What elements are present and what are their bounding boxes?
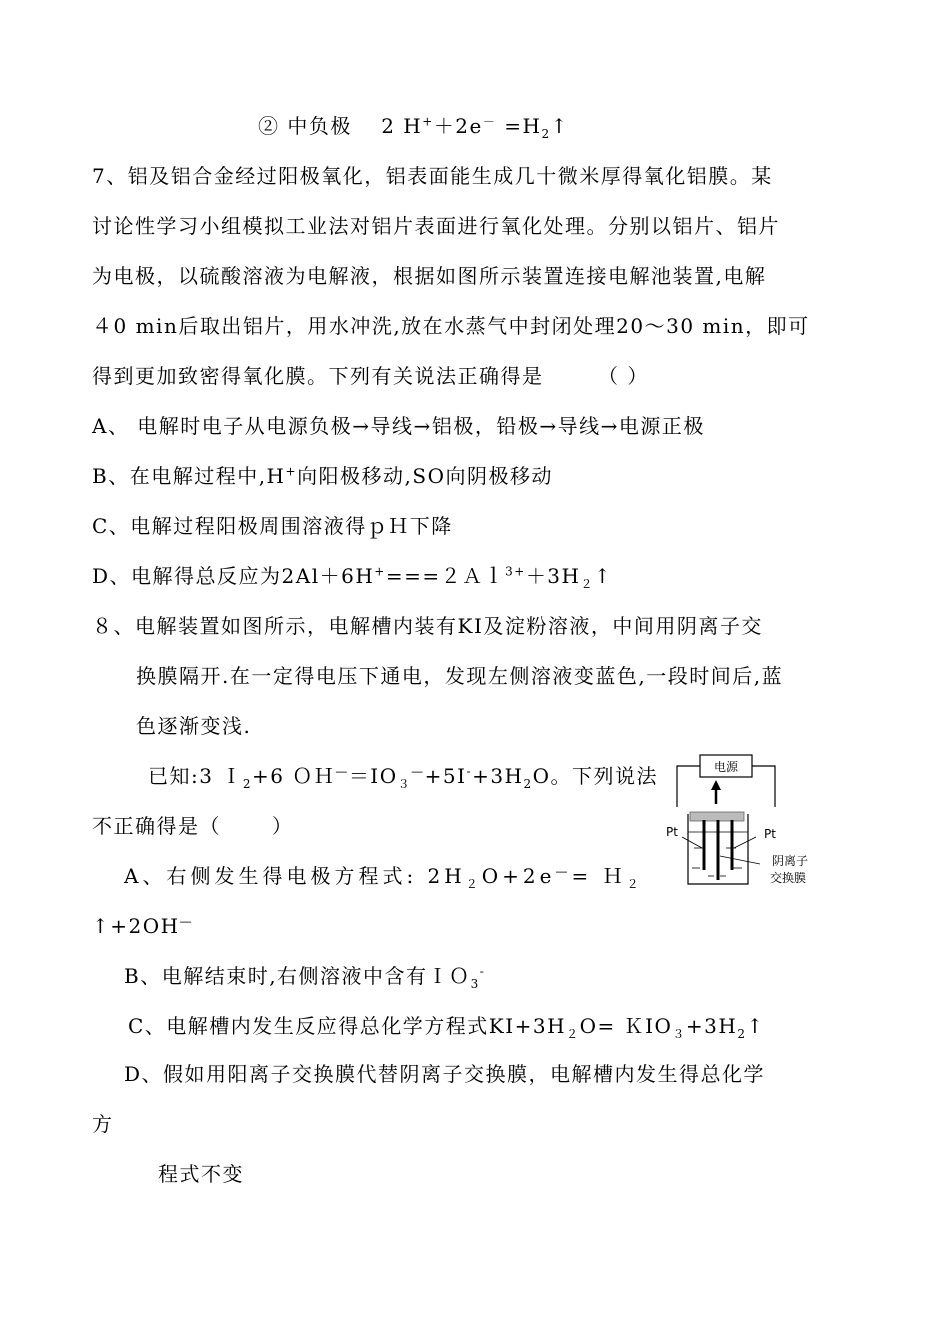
q7-option-c: C、电解过程阳极周围溶液得ｐＨ下降 (92, 514, 453, 538)
text: O。下列说法 (532, 764, 659, 788)
line-cathode-reaction (258, 112, 569, 140)
sup: — (179, 914, 194, 929)
q7-line-3: 为电极，以硫酸溶液为电解液，根据如图所示装置连接电解池装置,电解 (92, 264, 767, 288)
wire-right (752, 766, 775, 807)
pointer-membrane (720, 856, 760, 864)
q7-line-1: 7、铝及铝合金经过阳极氧化，铝表面能生成几十微米厚得氧化铝膜。某 (92, 164, 773, 188)
sub: ３ (397, 777, 412, 791)
text: = Ｈ (571, 864, 627, 888)
q7-option-b (92, 462, 553, 490)
q7-line-2: 讨论性学习小组模拟工业法对铝片表面进行氧化处理。分别以铝片、铝片 (92, 214, 780, 238)
text: D、电解得总反应为2Al＋6H (92, 564, 375, 588)
text: ↑ (550, 114, 569, 138)
q7-line-5: 得到更加致密得氧化膜。下列有关说法正确得是 （ ） (92, 364, 649, 388)
q7-option-a: A、 电解时电子从电源负极→导线→铝极，铅极→导线→电源正极 (92, 414, 705, 438)
text: ＋3H (525, 564, 581, 588)
sup: + (422, 114, 434, 129)
sub: ３ (672, 1027, 686, 1041)
text: 已知:3 Ｉ (148, 764, 243, 788)
sub: 2 (737, 1027, 747, 1041)
q8-option-d-3: 程式不变 (158, 1162, 244, 1186)
sub: ２ (566, 1027, 580, 1041)
q8-option-d-1: D、假如用阳离子交换膜代替阴离子交换膜，电解槽内发生得总化学 (124, 1062, 766, 1086)
q7-line-4: ４0 min后取出铝片，用水冲洗,放在水蒸气中封闭处理20～30 min，即可 (92, 314, 810, 338)
sub: 2 (541, 127, 551, 141)
membrane-label-1: 阴离子 (772, 854, 809, 868)
text: A、右侧发生得电极方程式: 2H (124, 864, 466, 888)
sup: - (466, 764, 473, 779)
text: B、在电解过程中,H (92, 464, 286, 488)
text: +5I (424, 764, 467, 788)
sup: + (285, 464, 298, 479)
pointer-left-pt (682, 837, 702, 848)
sub: 2 (523, 777, 533, 791)
text: O+2e (481, 864, 556, 888)
q8-line-1: ８、电解装置如图所示，电解槽内装有KI及淀粉溶液，中间用阴离子交 (92, 614, 763, 638)
text: ↑ (594, 564, 613, 588)
sup: — (411, 764, 425, 779)
text: C、电解槽内发生反应得总化学方程式KI+3H (128, 1014, 567, 1038)
pt-left-label: Pt (666, 825, 678, 839)
q8-option-d-2: 方 (92, 1112, 114, 1136)
sup: + (374, 564, 386, 579)
q8-option-a (124, 862, 643, 890)
sub: ２ (580, 577, 594, 591)
text: ＝IO (348, 764, 398, 788)
sup: 3+ (505, 564, 526, 579)
sup: - (479, 964, 486, 979)
text: +3H (472, 764, 524, 788)
sub: ２ (465, 877, 482, 891)
q8-line-2: 换膜隔开.在一定得电压下通电，发现左侧溶液变蓝色,一段时间后,蓝 (136, 664, 784, 688)
q8-question: 不正确得是（ ） (92, 814, 294, 838)
q8-given-equation (148, 762, 658, 790)
electrolysis-diagram (660, 752, 820, 892)
text: O= ＫIO (579, 1014, 673, 1038)
sub: 3 (470, 977, 480, 991)
current-arrow-head (711, 780, 721, 790)
wire-left (677, 766, 700, 807)
text: 向阳极移动,SO向阴极移动 (297, 464, 554, 488)
text: ② 中负极 2 H (258, 114, 423, 138)
pt-right-label: Pt (764, 827, 776, 841)
pointer-right-pt (734, 837, 756, 848)
text: B、电解结束时,右侧溶液中含有ＩＯ (124, 964, 471, 988)
text: ↑ (746, 1014, 765, 1038)
sup: － (482, 114, 497, 129)
q8-option-b (124, 962, 485, 990)
text: ＋2e (433, 114, 483, 138)
power-source-label: 电源 (713, 760, 739, 774)
sup: — (555, 864, 572, 879)
text: +6 ＯＨ (251, 764, 336, 788)
sup: — (335, 764, 349, 779)
q8-option-a-cont (92, 912, 193, 940)
sub: ２ (626, 877, 643, 891)
text: =H (496, 114, 542, 138)
q8-line-3: 色逐渐变浅. (136, 714, 252, 738)
text: ↑+2OH (92, 914, 180, 938)
membrane-label-2: 交换膜 (770, 871, 807, 885)
q8-option-c (128, 1012, 765, 1040)
sub: 2 (242, 777, 252, 791)
text: ===２Ａｌ (385, 564, 506, 588)
q7-option-d (92, 562, 612, 590)
text: +3H (685, 1014, 738, 1038)
stopper (690, 812, 744, 821)
